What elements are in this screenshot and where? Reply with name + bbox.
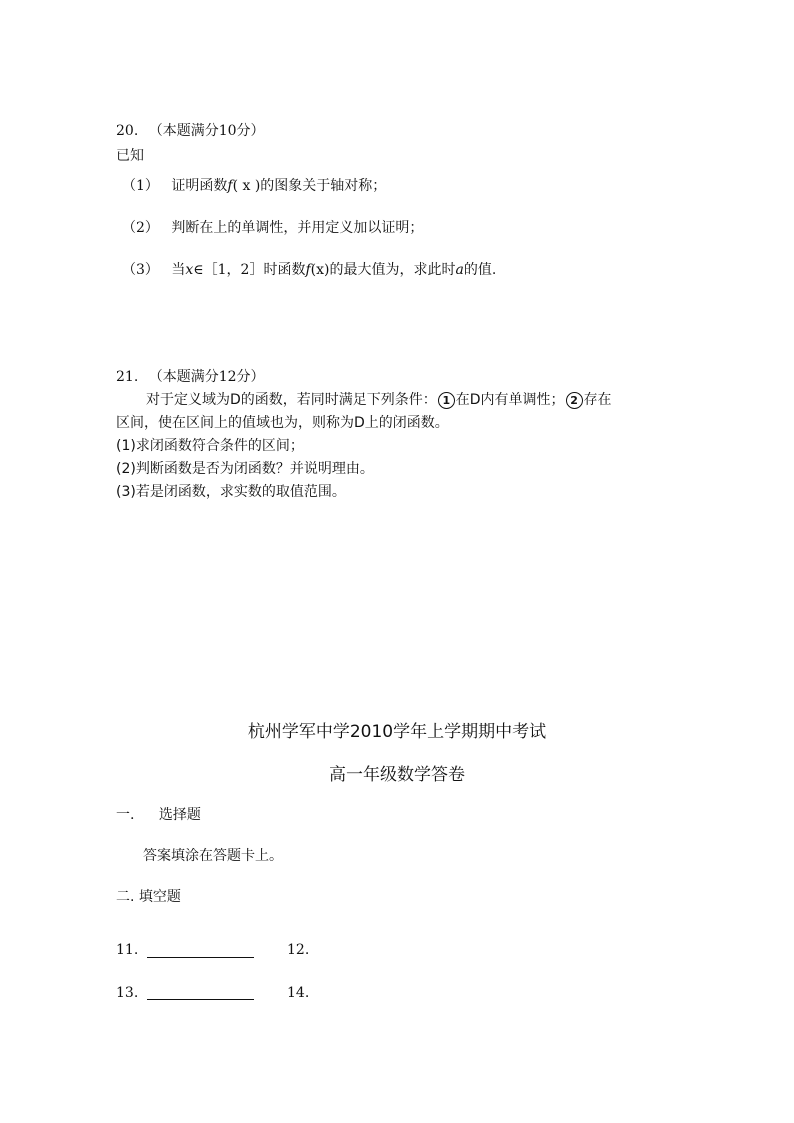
q14-label: 14. [287,985,310,1001]
q20-heading [116,121,265,141]
q20-part1-number: （1） [122,178,159,194]
q20-part3-fx: (x) [310,262,330,278]
q20-part1-text-b: 的图象关于轴对称； [260,178,387,194]
q12-label: 12. [287,942,310,958]
section-1-heading [116,805,201,825]
q20-part1-x: ( x ) [232,178,261,194]
q11-label: 11. [116,942,139,958]
q20-part2-text: 判断在上的单调性，并用定义加以证明； [171,220,424,236]
answer-sheet-subtitle: 高一年级数学答卷 [329,765,465,785]
q20-part3-text-b: ∈［1，2］时函数 [193,262,306,278]
q20-part1-text-a: 证明函数 [171,178,228,194]
q13-answer-blank[interactable] [147,999,254,1000]
q21-heading [116,367,265,387]
q21-line4: (2)判断函数是否为闭函数？并说明理由。 [116,461,374,477]
section-1-note: 答案填涂在答题卡上。 [143,848,283,864]
q21-line5: (3)若是闭函数，求实数的取值范围。 [116,484,346,500]
q20-part3-f: f [305,262,311,278]
q21-line1-b: 在D内有单调性； [455,392,565,408]
q13-label: 13. [116,985,139,1001]
q20-part3-number: （3） [122,262,159,278]
q20-part2-number: （2） [122,220,159,236]
q21-line3: (1)求闭函数符合条件的区间； [116,438,304,454]
q20-part3-text-d: 的值. [463,262,497,278]
q20-part1 [122,176,386,196]
q20-part3-x: x [185,262,194,278]
q21-line1-a: 对于定义域为D的函数，若同时满足下列条件： [146,392,437,408]
circled-one-icon: 1 [438,392,455,409]
q20-part3-text-a: 当 [171,262,186,278]
q20-known: 已知 [116,148,144,164]
q20-part2 [122,218,423,238]
q20-part3-text-c: 的最大值为，求此时 [329,262,456,278]
q21-line2: 区间，使在区间上的值域也为，则称为D上的闭函数。 [116,415,449,431]
q20-number: 20. [116,123,139,139]
section-1-number: 一. [116,807,135,823]
q20-part1-f: f [227,178,233,194]
q21-line1 [146,390,612,410]
q20-score: （本题满分10分） [148,123,265,139]
q20-part3-a: a [455,262,464,278]
q11-answer-blank[interactable] [147,957,254,958]
q21-score: （本题满分12分） [148,369,265,385]
q21-line1-c: 存在 [583,392,612,408]
answer-sheet-title: 杭州学军中学2010学年上学期期中考试 [247,722,547,742]
q21-number: 21. [116,369,139,385]
section-1-title: 选择题 [158,807,201,823]
section-2-heading: 二. 填空题 [116,889,181,905]
q20-part3 [122,260,496,280]
circled-two-icon: 2 [566,392,583,409]
